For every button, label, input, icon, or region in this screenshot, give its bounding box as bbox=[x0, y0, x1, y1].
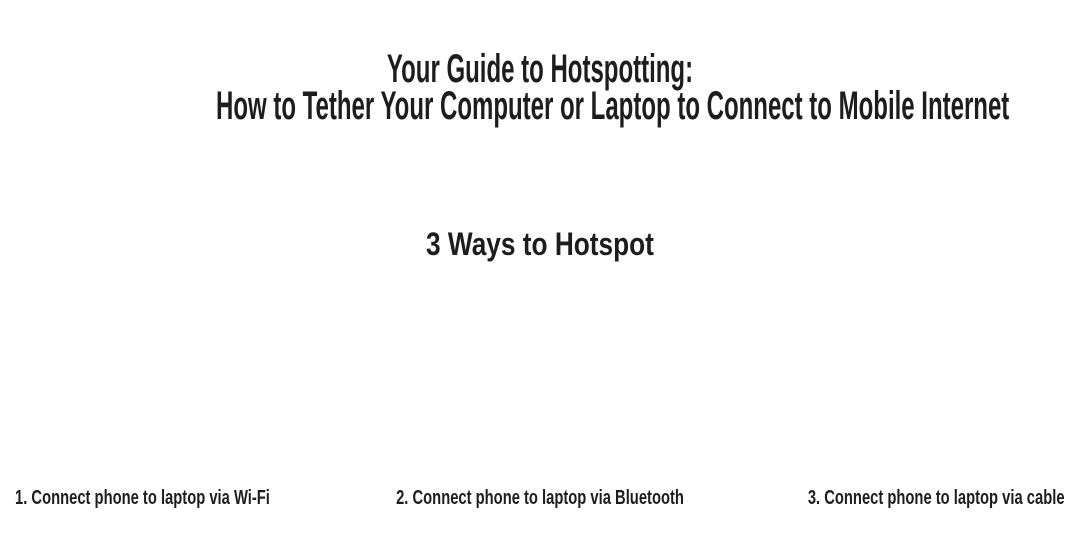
method-3-cable-label: 3. Connect phone to laptop via cable bbox=[808, 486, 1065, 509]
title-block bbox=[0, 47, 1080, 128]
page-title-line-2: How to Tether Your Computer or Laptop to Connect to Mobile Internet bbox=[216, 84, 1010, 128]
method-1-wifi-label: 1. Connect phone to laptop via Wi-Fi bbox=[15, 486, 270, 509]
page-title-line-1: Your Guide to Hotspotting: bbox=[386, 47, 694, 91]
method-2-bluetooth-label: 2. Connect phone to laptop via Bluetooth bbox=[396, 486, 684, 509]
section-heading-text: 3 Ways to Hotspot bbox=[426, 226, 654, 262]
section-heading bbox=[0, 227, 1080, 261]
methods-row bbox=[0, 486, 1080, 510]
